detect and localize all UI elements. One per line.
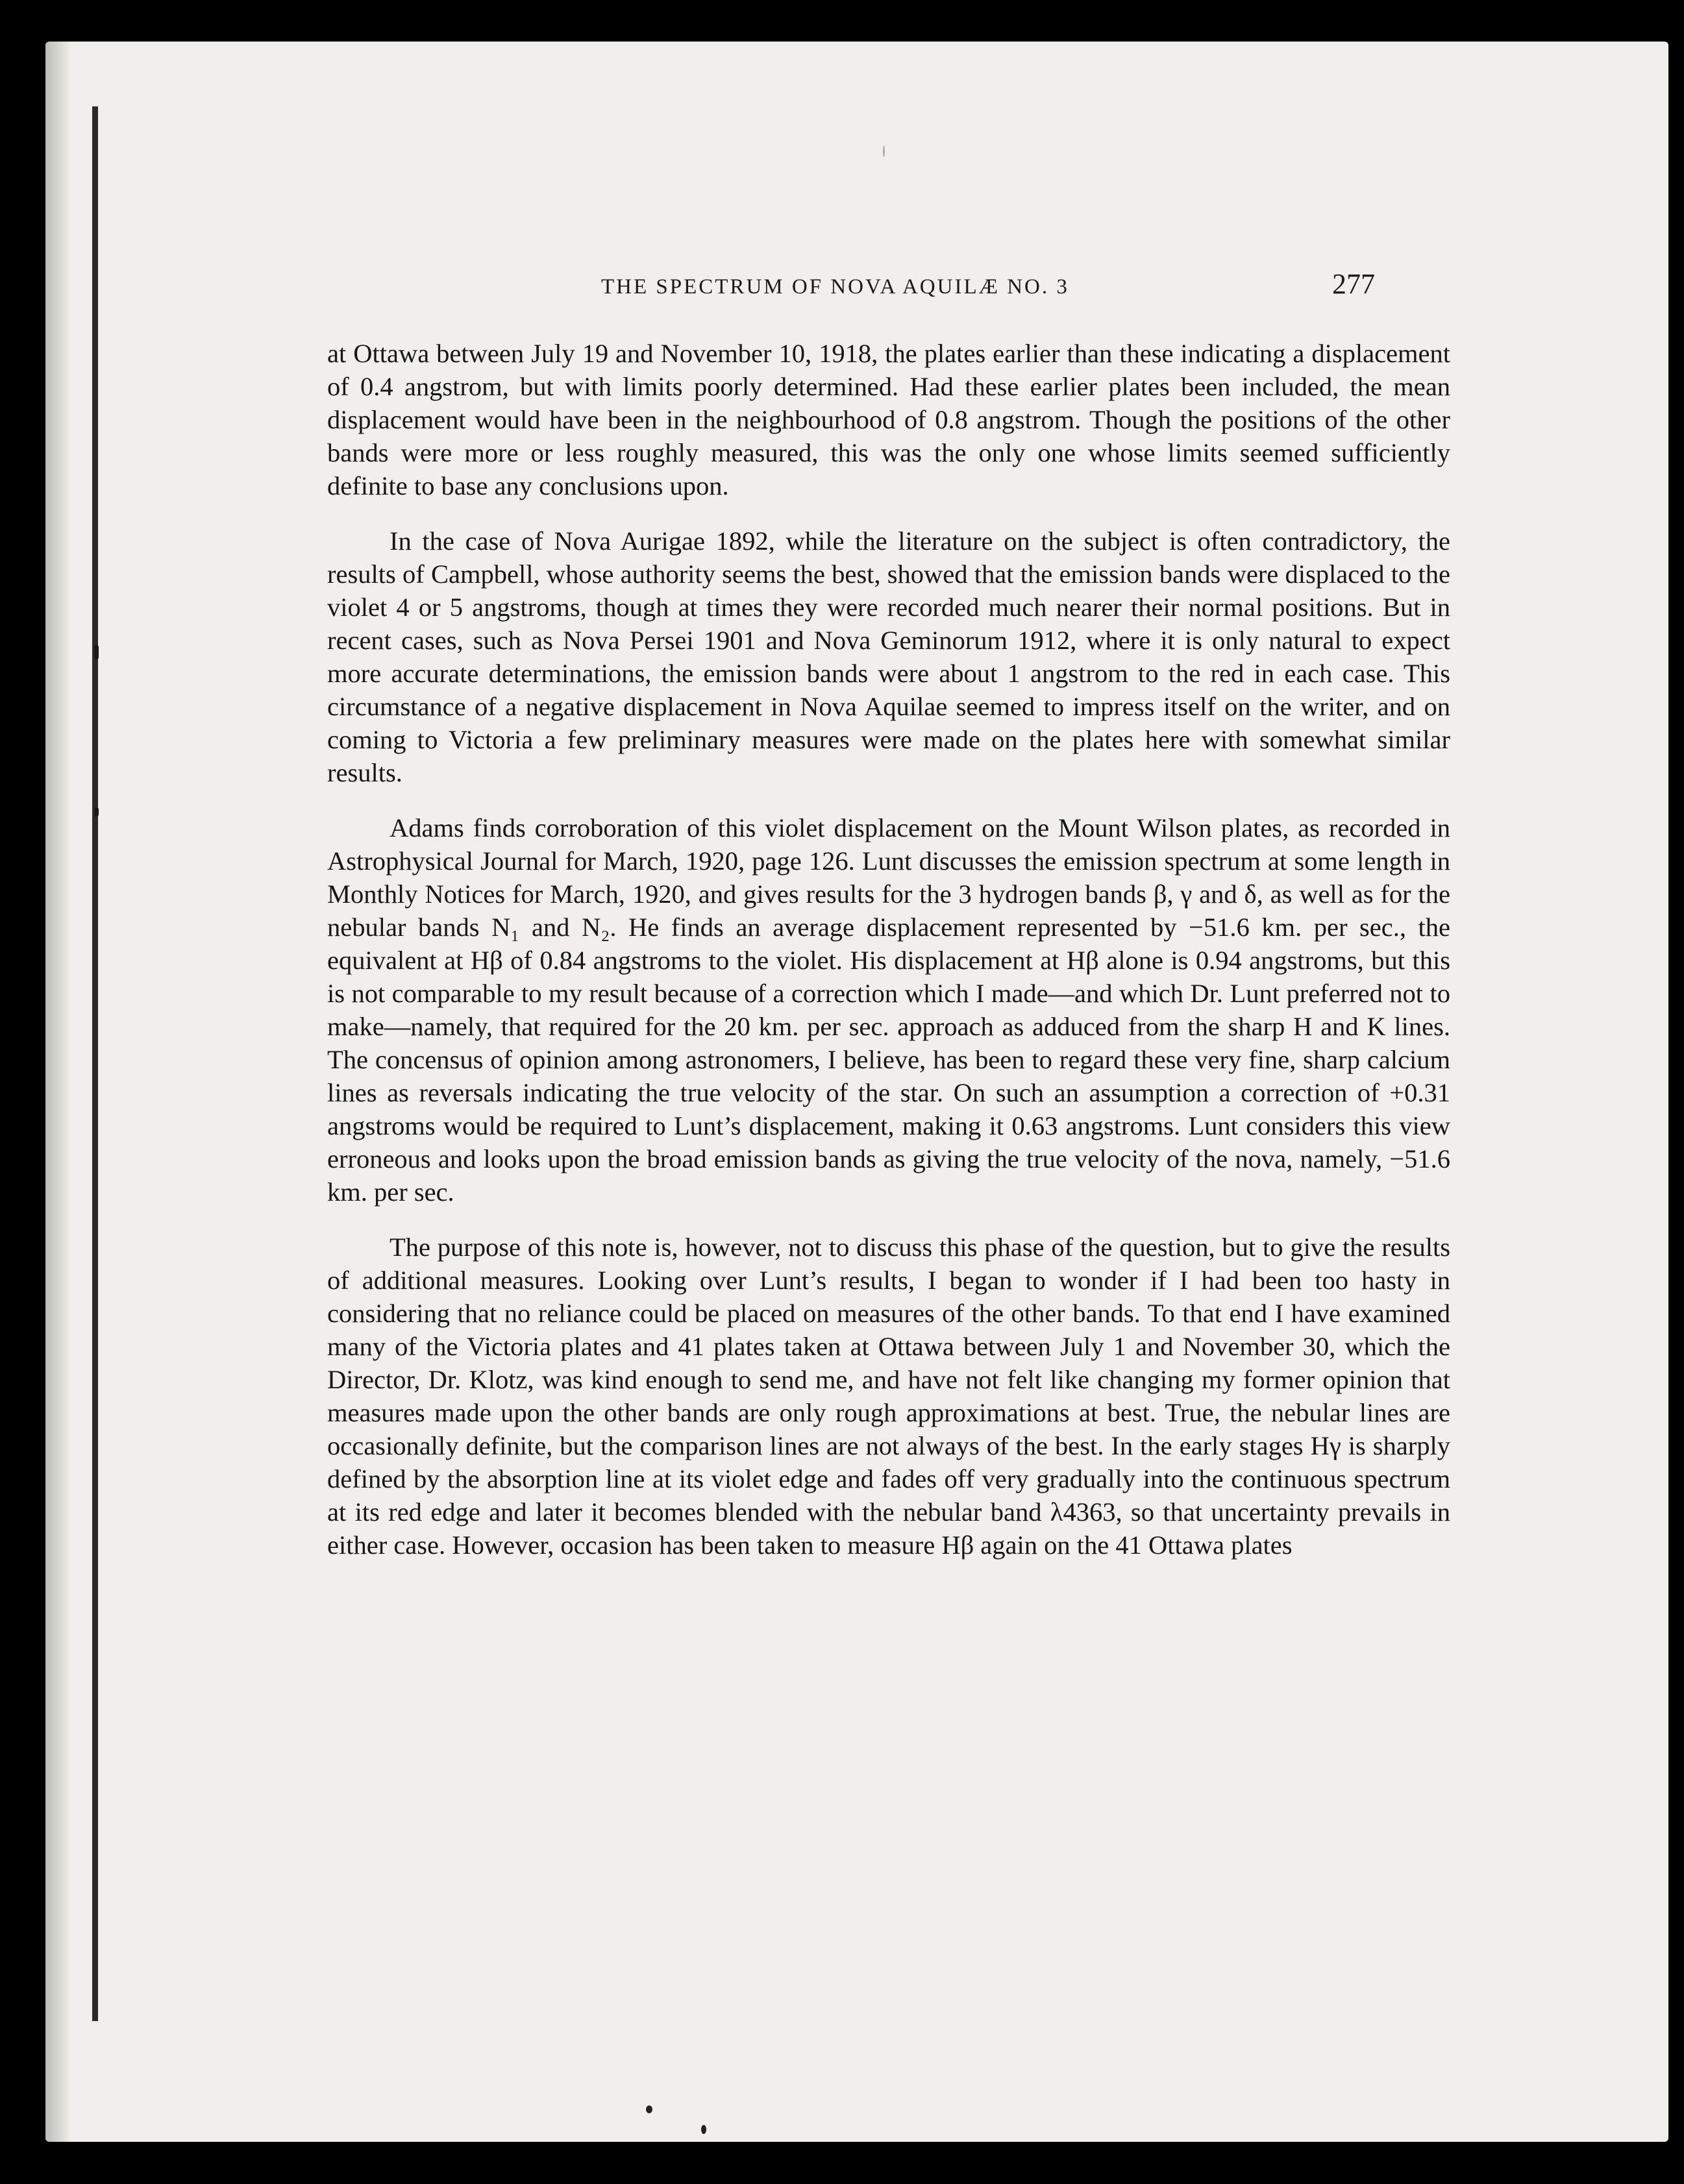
dust-speck: [646, 2105, 652, 2113]
paragraph: at Ottawa between July 19 and November 10, 1918, the plates earlier than these indicating a displacement of 0.4 angstrom, but with limits poorly determined. Had these earlier plates been included, the mean displacement would have been in the neighbourhood of 0.8 angstrom. Though the positions of the other bands were more or less roughly measured, this was the only one whose limits seemed sufficiently definite to base any conclusions upon.: [327, 339, 1450, 500]
margin-mark: [94, 807, 99, 816]
dust-speck: [883, 145, 885, 157]
paragraph: Adams finds corroboration of this violet displacement on the Mount Wilson plates, as recorded in Astrophysical Journal for March, 1920, page 126. Lunt discusses the emission spectrum at some length in Monthly Notices for March, 1920, and gives results for the 3 hydrogen bands β, γ and δ, as well as for the nebular bands N₁ and N₂. He finds an average displacement represented by −51.6 km. per sec., the equivalent at Hβ of 0.84 angstroms to the violet. His displacement at Hβ alone is 0.94 angstroms, but this is not comparable to my result because of a correction which I made—and which Dr. Lunt preferred not to make—namely, that required for the 20 km. per sec. approach as adduced from the sharp H and K lines. The concensus of opinion among astronomers, I believe, has been to regard these very fine, sharp calcium lines as reversals indicating the true velocity of the star. On such an assumption a correction of +0.31 angstroms would be required to Lunt’s displacement, making it 0.63 angstroms. Lunt considers this view erroneous and looks upon the broad emission bands as giving the true velocity of the nova, namely, −51.6 km. per sec.: [327, 813, 1450, 1207]
page-header: [45, 248, 1668, 300]
page-number: 277: [1332, 268, 1375, 300]
body-text: [327, 337, 1450, 1584]
running-head: THE SPECTRUM OF NOVA AQUILÆ NO. 3: [601, 275, 1069, 299]
paragraph: In the case of Nova Aurigae 1892, while the literature on the subject is often contradictory, the results of Campbell, whose authority seems the best, showed that the emission bands were displaced to the violet 4 or 5 angstroms, though at times they were recorded much nearer their normal positions. But in recent cases, such as Nova Persei 1901 and Nova Geminorum 1912, where it is only natural to expect more accurate determinations, the emission bands were about 1 angstrom to the red in each case. This circumstance of a negative displacement in Nova Aquilae seemed to impress itself on the writer, and on coming to Victoria a few preliminary measures were made on the plates here with somewhat similar results.: [327, 526, 1450, 787]
binding-rule: [92, 106, 98, 2021]
paragraph: The purpose of this note is, however, not to discuss this phase of the question, but to give the results of additional measures. Looking over Lunt’s results, I began to wonder if I had been too hasty in considering that no reliance could be placed on measures of the other bands. To that end I have examined many of the Victoria plates and 41 plates taken at Ottawa between July 1 and November 30, which the Director, Dr. Klotz, was kind enough to send me, and have not felt like changing my former opinion that measures made upon the other bands are only rough approximations at best. True, the nebular lines are occasionally definite, but the comparison lines are not always of the best. In the early stages Hγ is sharply defined by the absorption line at its violet edge and fades off very gradually into the continuous spectrum at its red edge and later it becomes blended with the nebular band λ4363, so that uncertainty prevails in either case. However, occasion has been taken to measure Hβ again on the 41 Ottawa plates: [327, 1233, 1450, 1560]
dust-speck: [701, 2125, 706, 2134]
margin-mark: [94, 645, 99, 659]
page-edge-shadow: [45, 42, 71, 2142]
scanned-page: [45, 42, 1668, 2142]
